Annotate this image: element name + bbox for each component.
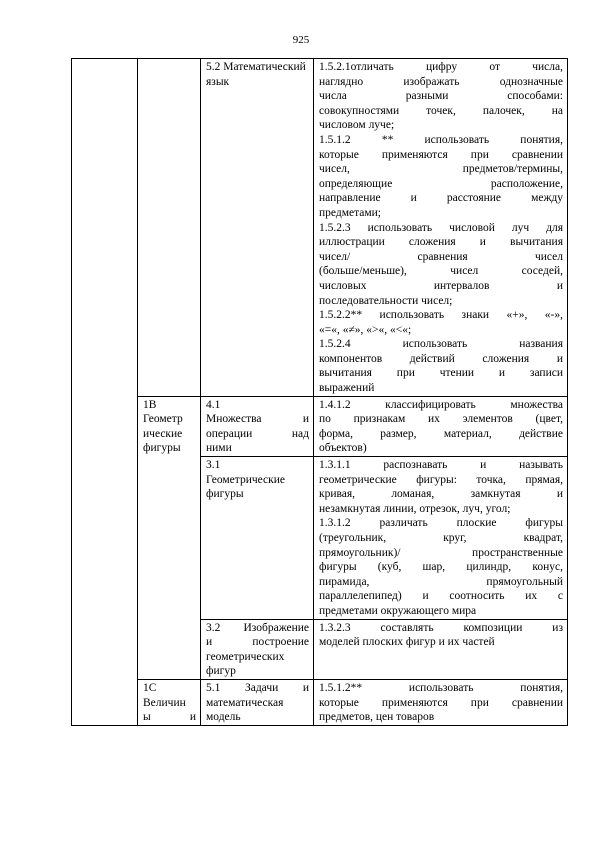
section-cell (138, 59, 201, 397)
objective-line: предметов, цен товаров (319, 711, 435, 724)
objective-line: предметами; (319, 206, 381, 219)
objective-line: совокупностями точек, палочек, на (319, 104, 563, 117)
objective-line: (больше/меньше), чисел соседей, (319, 265, 563, 278)
subsection-cell (201, 59, 314, 397)
objective-line: 1.3.2.3 составлять композиции из (319, 621, 563, 634)
objective-line: 1.5.1.2 ** использовать понятия, (319, 133, 563, 146)
table-row (72, 396, 568, 456)
subsection-text: 5.2 Математический язык (206, 61, 306, 88)
objective (319, 398, 563, 456)
objective (319, 308, 563, 337)
section-line: фигуры (143, 442, 181, 455)
objective-line: 1.3.1.1 распознавать и называть (319, 459, 563, 472)
subsection-line: ними (206, 442, 232, 455)
objective-line: чисел/ сравнения чисел (319, 250, 563, 263)
objective-line: наглядно изображать однозначные (319, 75, 563, 88)
section-line: 1В (143, 398, 157, 411)
table-row (72, 679, 568, 725)
objective-line: 1.5.1.2** использовать понятия, (319, 681, 563, 694)
objectives-cell (314, 679, 568, 725)
objective-line: по признакам их элементов (цвет, (319, 413, 563, 426)
objective-line: чисел, предметов/термины, (319, 163, 563, 176)
objectives-cell (314, 457, 568, 620)
section-line: Геометр (143, 413, 183, 426)
objectives-cell (314, 619, 568, 679)
subsection-cell (201, 457, 314, 620)
objective (319, 621, 563, 650)
subsection-line: геометрических (206, 650, 285, 663)
subsection-line: Геометрические (206, 473, 285, 486)
objective (319, 516, 563, 618)
objective-line: 1.5.2.4 использовать названия (319, 338, 563, 351)
subsection-cell (201, 396, 314, 456)
subsection-cell (201, 679, 314, 725)
subsection-line: 3.2 Изображение (206, 621, 309, 634)
objective-line: фигуры (куб, шар, цилиндр, конус, (319, 561, 563, 574)
curriculum-table (71, 58, 568, 726)
section-cell (138, 396, 201, 679)
table-row (72, 59, 568, 397)
objective (319, 681, 563, 725)
objective-line: 1.5.2.1отличать цифру от числа, (319, 61, 563, 73)
outer-empty-cell (72, 59, 138, 726)
subsection-line: фигуры (206, 488, 244, 501)
subsection-cell (201, 619, 314, 679)
objective-line: компонентов действий сложения и (319, 352, 563, 365)
objective-line: форма, размер, материал, действие (319, 427, 563, 440)
objective-line: которые применяются при сравнении (319, 696, 563, 709)
objective-line: выражений (319, 382, 375, 395)
objective-line: пирамида, прямоугольный (319, 575, 563, 588)
page-number: 925 (292, 34, 310, 46)
objective (319, 221, 563, 309)
subsection-line: 3.1 (206, 459, 221, 472)
objective-line: числа разными способами: (319, 90, 563, 103)
subsection-line: Множества и (206, 413, 309, 426)
section-line: ические (143, 427, 183, 440)
objective (319, 458, 563, 516)
subsection-line: 5.1 Задачи и (206, 681, 309, 694)
subsection-line: и построение (206, 636, 309, 649)
section-cell (138, 679, 201, 725)
objective-line: объектов) (319, 442, 367, 455)
subsection-line: операции над (206, 427, 309, 440)
objective-line: определяющие расположение, (319, 177, 563, 190)
objective-line: 1.3.1.2 различать плоские фигуры (319, 517, 563, 530)
objective-line: 1.5.2.2** использовать знаки «+», «-», (319, 309, 563, 322)
objective-line: 1.4.1.2 классифицировать множества (319, 398, 563, 411)
objective-line: числовом луче; (319, 119, 395, 132)
objectives-cell (314, 396, 568, 456)
subsection-line: математическая (206, 696, 284, 709)
objective-line: последовательности чисел; (319, 294, 453, 307)
objective-line: геометрические фигуры: точка, прямая, (319, 473, 563, 486)
objective-line: параллелепипед) и соотносить их с (319, 590, 563, 603)
section-line: ы и (143, 711, 196, 724)
objective-line: числовых интервалов и (319, 279, 563, 292)
objective-line: которые применяются при сравнении (319, 148, 563, 161)
objective (319, 60, 563, 133)
objective-line: вычитания при чтении и записи (319, 367, 563, 380)
objective-line: прямоугольник)/ пространственные (319, 546, 563, 559)
objective-line: незамкнутая линии, отрезок, луч, угол; (319, 502, 511, 515)
objective-line: направление и расстояние между (319, 192, 563, 205)
subsection-line: модель (206, 711, 241, 724)
section-line: Величин (143, 696, 186, 709)
objective-line: иллюстрации сложения и вычитания (319, 236, 563, 249)
objective-line: (треугольник, круг, квадрат, (319, 532, 563, 544)
objective-line: кривая, ломаная, замкнутая и (319, 488, 563, 501)
subsection-line: фигур (206, 665, 236, 678)
objective-line: предметами окружающего мира (319, 604, 477, 617)
objectives-cell (314, 59, 568, 397)
objective-line: «=«, «≠», «>«, «<«; (319, 323, 412, 336)
objective (319, 337, 563, 395)
objective-line: 1.5.2.3 использовать числовой луч для (319, 221, 563, 234)
subsection-line: 4.1 (206, 398, 221, 411)
section-line: 1С (143, 681, 157, 694)
objective-line: моделей плоских фигур и их частей (319, 636, 495, 649)
objective (319, 133, 563, 221)
